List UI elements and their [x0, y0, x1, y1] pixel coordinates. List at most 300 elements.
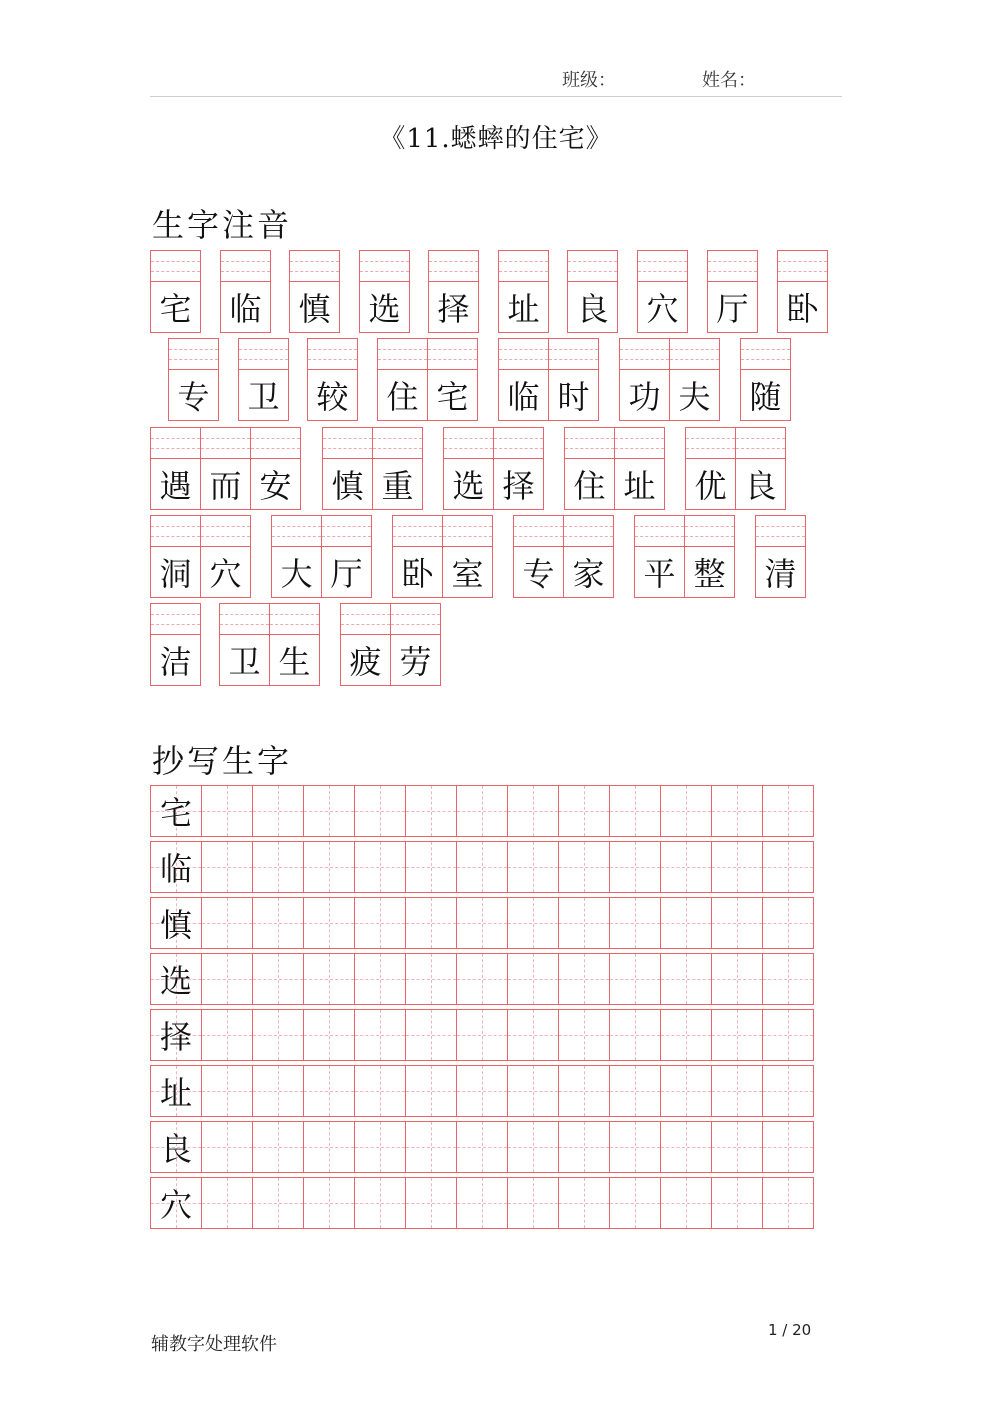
- practice-cell[interactable]: [609, 841, 661, 893]
- hanzi-char: 随: [749, 378, 782, 416]
- hanzi-char: 选: [452, 467, 485, 505]
- pinyin-input-area[interactable]: [428, 339, 477, 370]
- practice-cell[interactable]: [354, 1177, 406, 1229]
- word-box: [564, 427, 665, 510]
- practice-cell[interactable]: [507, 1177, 559, 1229]
- model-char-cell: [150, 1009, 202, 1061]
- pinyin-input-area[interactable]: [308, 339, 357, 370]
- hanzi-char: 整: [693, 555, 726, 593]
- hanzi-char: 遇: [159, 467, 192, 505]
- word-box: [498, 338, 599, 421]
- practice-cell[interactable]: [711, 1121, 763, 1173]
- practice-cell[interactable]: [405, 1065, 457, 1117]
- practice-cell[interactable]: [354, 897, 406, 949]
- char-cell: [563, 515, 614, 598]
- pinyin-input-area[interactable]: [568, 251, 617, 282]
- practice-cell[interactable]: [762, 1121, 814, 1173]
- model-char: 选: [159, 962, 192, 1000]
- header-divider: [150, 96, 842, 97]
- word-box: [150, 427, 301, 510]
- word-box: [322, 427, 423, 510]
- char-cell: [513, 515, 564, 598]
- word-box: [289, 250, 340, 333]
- pinyin-input-area[interactable]: [151, 251, 200, 282]
- pinyin-input-area[interactable]: [635, 516, 684, 547]
- hanzi-char: 厅: [716, 290, 749, 328]
- copy-row: [150, 785, 818, 837]
- char-cell: [443, 427, 494, 510]
- char-cell: [498, 338, 549, 421]
- char-cell: [637, 250, 688, 333]
- model-char: 良: [159, 1130, 192, 1168]
- pinyin-input-area[interactable]: [565, 428, 614, 459]
- pinyin-input-area[interactable]: [151, 604, 200, 635]
- word-box: [755, 515, 806, 598]
- hanzi-char: 洞: [159, 555, 192, 593]
- char-cell: [340, 603, 391, 686]
- char-cell: [150, 427, 201, 510]
- hanzi-char: 址: [623, 467, 656, 505]
- practice-cell[interactable]: [201, 897, 253, 949]
- practice-cell[interactable]: [711, 1177, 763, 1229]
- pinyin-input-area[interactable]: [323, 428, 372, 459]
- practice-cell[interactable]: [456, 1065, 508, 1117]
- practice-cell[interactable]: [711, 1065, 763, 1117]
- class-label: 班级：: [562, 70, 616, 91]
- copy-grid: [150, 785, 818, 1233]
- char-cell: [498, 250, 549, 333]
- practice-cell[interactable]: [711, 897, 763, 949]
- pinyin-input-area[interactable]: [686, 428, 735, 459]
- word-box: [377, 338, 478, 421]
- copy-row: [150, 1177, 818, 1229]
- practice-cell[interactable]: [609, 1009, 661, 1061]
- practice-cell[interactable]: [456, 841, 508, 893]
- word-box: [271, 515, 372, 598]
- practice-cell[interactable]: [354, 841, 406, 893]
- practice-cell[interactable]: [303, 1121, 355, 1173]
- practice-cell[interactable]: [405, 841, 457, 893]
- pinyin-input-area[interactable]: [708, 251, 757, 282]
- hanzi-char: 择: [502, 467, 535, 505]
- practice-cell[interactable]: [609, 897, 661, 949]
- char-cell: [684, 515, 735, 598]
- hanzi-char: 清: [764, 555, 797, 593]
- practice-cell[interactable]: [660, 1177, 712, 1229]
- practice-cell[interactable]: [558, 785, 610, 837]
- char-cell: [428, 250, 479, 333]
- word-box: [443, 427, 544, 510]
- practice-cell[interactable]: [507, 1121, 559, 1173]
- practice-cell[interactable]: [456, 1177, 508, 1229]
- pinyin-input-area[interactable]: [685, 516, 734, 547]
- pinyin-input-area[interactable]: [290, 251, 339, 282]
- practice-cell[interactable]: [507, 953, 559, 1005]
- hanzi-char: 室: [451, 555, 484, 593]
- model-char: 择: [159, 1018, 192, 1056]
- model-char-cell: [150, 1065, 202, 1117]
- pinyin-input-area[interactable]: [499, 339, 548, 370]
- copy-row: [150, 1065, 818, 1117]
- hanzi-char: 夫: [678, 378, 711, 416]
- pinyin-input-area[interactable]: [151, 428, 200, 459]
- practice-cell[interactable]: [201, 1177, 253, 1229]
- practice-cell[interactable]: [558, 1009, 610, 1061]
- practice-cell[interactable]: [405, 1009, 457, 1061]
- char-cell: [548, 338, 599, 421]
- practice-cell[interactable]: [762, 785, 814, 837]
- hanzi-char: 卫: [247, 378, 280, 416]
- practice-cell[interactable]: [507, 1009, 559, 1061]
- char-cell: [427, 338, 478, 421]
- practice-cell[interactable]: [507, 785, 559, 837]
- pinyin-input-area[interactable]: [169, 339, 218, 370]
- pinyin-input-area[interactable]: [220, 604, 269, 635]
- word-box: [740, 338, 791, 421]
- pinyin-input-area[interactable]: [201, 516, 250, 547]
- hanzi-char: 临: [507, 378, 540, 416]
- practice-cell[interactable]: [609, 1121, 661, 1173]
- char-cell: [735, 427, 786, 510]
- pinyin-input-area[interactable]: [393, 516, 442, 547]
- copy-row: [150, 953, 818, 1005]
- practice-cell[interactable]: [354, 1121, 406, 1173]
- char-cell: [619, 338, 670, 421]
- hanzi-char: 临: [229, 290, 262, 328]
- practice-cell[interactable]: [456, 1009, 508, 1061]
- practice-cell[interactable]: [609, 785, 661, 837]
- char-cell: [777, 250, 828, 333]
- hanzi-char: 良: [576, 290, 609, 328]
- model-char-cell: [150, 785, 202, 837]
- hanzi-char: 址: [507, 290, 540, 328]
- word-box: [307, 338, 358, 421]
- practice-cell[interactable]: [609, 1177, 661, 1229]
- char-cell: [168, 338, 219, 421]
- pinyin-input-area[interactable]: [443, 516, 492, 547]
- practice-cell[interactable]: [660, 785, 712, 837]
- char-cell: [707, 250, 758, 333]
- pinyin-input-area[interactable]: [201, 428, 250, 459]
- hanzi-char: 优: [694, 467, 727, 505]
- practice-cell[interactable]: [456, 785, 508, 837]
- pinyin-input-area[interactable]: [499, 251, 548, 282]
- hanzi-char: 穴: [209, 555, 242, 593]
- hanzi-char: 洁: [159, 643, 192, 681]
- pinyin-input-area[interactable]: [270, 604, 319, 635]
- practice-cell[interactable]: [609, 953, 661, 1005]
- copy-row: [150, 1121, 818, 1173]
- practice-cell[interactable]: [558, 897, 610, 949]
- practice-cell[interactable]: [303, 953, 355, 1005]
- pinyin-input-area[interactable]: [239, 339, 288, 370]
- word-box: [619, 338, 720, 421]
- practice-cell[interactable]: [660, 1065, 712, 1117]
- practice-cell[interactable]: [456, 1121, 508, 1173]
- char-cell: [200, 427, 251, 510]
- hanzi-char: 时: [557, 378, 590, 416]
- practice-cell[interactable]: [762, 1009, 814, 1061]
- pinyin-input-area[interactable]: [360, 251, 409, 282]
- char-cell: [150, 250, 201, 333]
- pinyin-input-area[interactable]: [322, 516, 371, 547]
- word-box: [685, 427, 786, 510]
- practice-cell[interactable]: [201, 1121, 253, 1173]
- practice-cell[interactable]: [405, 953, 457, 1005]
- model-char-cell: [150, 1121, 202, 1173]
- word-box: [498, 250, 549, 333]
- copy-row: [150, 897, 818, 949]
- hanzi-char: 住: [573, 467, 606, 505]
- practice-cell[interactable]: [609, 1065, 661, 1117]
- practice-cell[interactable]: [252, 1009, 304, 1061]
- practice-cell[interactable]: [660, 953, 712, 1005]
- char-cell: [238, 338, 289, 421]
- practice-cell[interactable]: [252, 1121, 304, 1173]
- hanzi-char: 大: [280, 555, 313, 593]
- pinyin-input-area[interactable]: [251, 428, 300, 459]
- pinyin-input-area[interactable]: [151, 516, 200, 547]
- practice-cell[interactable]: [558, 1065, 610, 1117]
- word-box: [168, 338, 219, 421]
- char-cell: [685, 427, 736, 510]
- model-char: 宅: [159, 794, 192, 832]
- pinyin-input-area[interactable]: [620, 339, 669, 370]
- char-cell: [220, 250, 271, 333]
- practice-cell[interactable]: [303, 785, 355, 837]
- hanzi-char: 功: [628, 378, 661, 416]
- hanzi-char: 专: [522, 555, 555, 593]
- word-box: [340, 603, 441, 686]
- word-box: [707, 250, 758, 333]
- practice-cell[interactable]: [405, 785, 457, 837]
- model-char: 临: [159, 850, 192, 888]
- practice-cell[interactable]: [558, 841, 610, 893]
- hanzi-char: 劳: [399, 643, 432, 681]
- char-cell: [740, 338, 791, 421]
- char-cell: [322, 427, 373, 510]
- hanzi-char: 宅: [159, 290, 192, 328]
- hanzi-char: 而: [209, 467, 242, 505]
- char-cell: [567, 250, 618, 333]
- pinyin-input-area[interactable]: [373, 428, 422, 459]
- hanzi-char: 穴: [646, 290, 679, 328]
- practice-cell[interactable]: [201, 1009, 253, 1061]
- word-box: [634, 515, 735, 598]
- word-box: [238, 338, 289, 421]
- practice-cell[interactable]: [303, 1009, 355, 1061]
- pinyin-input-area[interactable]: [444, 428, 493, 459]
- pinyin-input-area[interactable]: [756, 516, 805, 547]
- practice-cell[interactable]: [660, 1009, 712, 1061]
- hanzi-char: 卧: [786, 290, 819, 328]
- pinyin-input-area[interactable]: [494, 428, 543, 459]
- practice-cell[interactable]: [252, 897, 304, 949]
- pinyin-input-area[interactable]: [638, 251, 687, 282]
- hanzi-char: 重: [381, 467, 414, 505]
- char-cell: [250, 427, 301, 510]
- word-box: [428, 250, 479, 333]
- practice-cell[interactable]: [303, 841, 355, 893]
- practice-cell[interactable]: [456, 897, 508, 949]
- word-box: [637, 250, 688, 333]
- practice-cell[interactable]: [762, 1065, 814, 1117]
- hanzi-char: 生: [278, 643, 311, 681]
- practice-cell[interactable]: [201, 1065, 253, 1117]
- model-char: 穴: [159, 1186, 192, 1224]
- word-box: [150, 250, 201, 333]
- char-cell: [271, 515, 322, 598]
- page-title: 《11.蟋蟀的住宅》: [379, 124, 613, 154]
- char-cell: [392, 515, 443, 598]
- hanzi-char: 安: [259, 467, 292, 505]
- hanzi-char: 选: [368, 290, 401, 328]
- char-cell: [372, 427, 423, 510]
- practice-cell[interactable]: [711, 841, 763, 893]
- word-box: [220, 250, 271, 333]
- practice-cell[interactable]: [762, 897, 814, 949]
- char-cell: [614, 427, 665, 510]
- practice-cell[interactable]: [660, 1121, 712, 1173]
- practice-cell[interactable]: [558, 1177, 610, 1229]
- practice-cell[interactable]: [252, 1177, 304, 1229]
- practice-cell[interactable]: [456, 953, 508, 1005]
- word-box: [567, 250, 618, 333]
- pinyin-input-area[interactable]: [615, 428, 664, 459]
- hanzi-char: 慎: [298, 290, 331, 328]
- practice-cell[interactable]: [252, 953, 304, 1005]
- model-char: 址: [159, 1074, 192, 1112]
- char-cell: [493, 427, 544, 510]
- name-label: 姓名：: [702, 70, 756, 91]
- pinyin-input-area[interactable]: [736, 428, 785, 459]
- hanzi-char: 宅: [436, 378, 469, 416]
- practice-cell[interactable]: [354, 1009, 406, 1061]
- char-cell: [321, 515, 372, 598]
- practice-cell[interactable]: [201, 785, 253, 837]
- practice-cell[interactable]: [303, 897, 355, 949]
- hanzi-char: 家: [572, 555, 605, 593]
- pinyin-input-area[interactable]: [741, 339, 790, 370]
- char-cell: [359, 250, 410, 333]
- pinyin-input-area[interactable]: [378, 339, 427, 370]
- word-box: [777, 250, 828, 333]
- practice-cell[interactable]: [354, 1065, 406, 1117]
- practice-cell[interactable]: [660, 841, 712, 893]
- model-char-cell: [150, 1177, 202, 1229]
- pinyin-input-area[interactable]: [391, 604, 440, 635]
- word-box: [219, 603, 320, 686]
- practice-cell[interactable]: [252, 1065, 304, 1117]
- pinyin-input-area[interactable]: [341, 604, 390, 635]
- practice-cell[interactable]: [303, 1065, 355, 1117]
- pinyin-input-area[interactable]: [429, 251, 478, 282]
- practice-cell[interactable]: [201, 953, 253, 1005]
- practice-cell[interactable]: [303, 1177, 355, 1229]
- char-cell: [634, 515, 685, 598]
- hanzi-char: 较: [316, 378, 349, 416]
- practice-cell[interactable]: [201, 841, 253, 893]
- practice-cell[interactable]: [507, 841, 559, 893]
- practice-cell[interactable]: [354, 785, 406, 837]
- practice-cell[interactable]: [252, 785, 304, 837]
- char-cell: [289, 250, 340, 333]
- word-box: [150, 515, 251, 598]
- practice-cell[interactable]: [762, 1177, 814, 1229]
- pinyin-input-area[interactable]: [778, 251, 827, 282]
- word-box: [359, 250, 410, 333]
- hanzi-char: 慎: [331, 467, 364, 505]
- char-cell: [390, 603, 441, 686]
- model-char-cell: [150, 841, 202, 893]
- practice-cell[interactable]: [405, 1121, 457, 1173]
- char-cell: [200, 515, 251, 598]
- practice-cell[interactable]: [507, 1065, 559, 1117]
- page-number: 1 / 20: [768, 1321, 812, 1339]
- copy-row: [150, 1009, 818, 1061]
- model-char-cell: [150, 897, 202, 949]
- practice-cell[interactable]: [711, 953, 763, 1005]
- hanzi-char: 住: [386, 378, 419, 416]
- hanzi-char: 卧: [401, 555, 434, 593]
- pinyin-input-area[interactable]: [564, 516, 613, 547]
- pinyin-input-area[interactable]: [272, 516, 321, 547]
- char-cell: [442, 515, 493, 598]
- hanzi-char: 良: [744, 467, 777, 505]
- copy-row: [150, 841, 818, 893]
- char-cell: [377, 338, 428, 421]
- practice-cell[interactable]: [354, 953, 406, 1005]
- pinyin-input-area[interactable]: [549, 339, 598, 370]
- hanzi-char: 专: [177, 378, 210, 416]
- char-cell: [755, 515, 806, 598]
- practice-cell[interactable]: [507, 897, 559, 949]
- char-cell: [269, 603, 320, 686]
- model-char-cell: [150, 953, 202, 1005]
- char-cell: [307, 338, 358, 421]
- hanzi-char: 疲: [349, 643, 382, 681]
- practice-cell[interactable]: [660, 897, 712, 949]
- model-char: 慎: [159, 906, 192, 944]
- practice-cell[interactable]: [252, 841, 304, 893]
- word-box: [150, 603, 201, 686]
- hanzi-char: 择: [437, 290, 470, 328]
- pinyin-input-area[interactable]: [670, 339, 719, 370]
- word-box: [392, 515, 493, 598]
- practice-cell[interactable]: [558, 1121, 610, 1173]
- pinyin-input-area[interactable]: [221, 251, 270, 282]
- char-cell: [150, 603, 201, 686]
- char-cell: [150, 515, 201, 598]
- practice-cell[interactable]: [762, 953, 814, 1005]
- hanzi-char: 厅: [330, 555, 363, 593]
- pinyin-input-area[interactable]: [514, 516, 563, 547]
- practice-cell[interactable]: [711, 785, 763, 837]
- char-cell: [669, 338, 720, 421]
- pinyin-section-title: 生字注音: [152, 206, 293, 244]
- practice-cell[interactable]: [558, 953, 610, 1005]
- practice-cell[interactable]: [711, 1009, 763, 1061]
- copy-section-title: 抄写生字: [152, 742, 293, 780]
- char-cell: [219, 603, 270, 686]
- hanzi-char: 平: [643, 555, 676, 593]
- word-box: [513, 515, 614, 598]
- char-cell: [564, 427, 615, 510]
- practice-cell[interactable]: [762, 841, 814, 893]
- footer-software-name: 辅教字处理软件: [151, 1334, 277, 1355]
- practice-cell[interactable]: [405, 897, 457, 949]
- practice-cell[interactable]: [405, 1177, 457, 1229]
